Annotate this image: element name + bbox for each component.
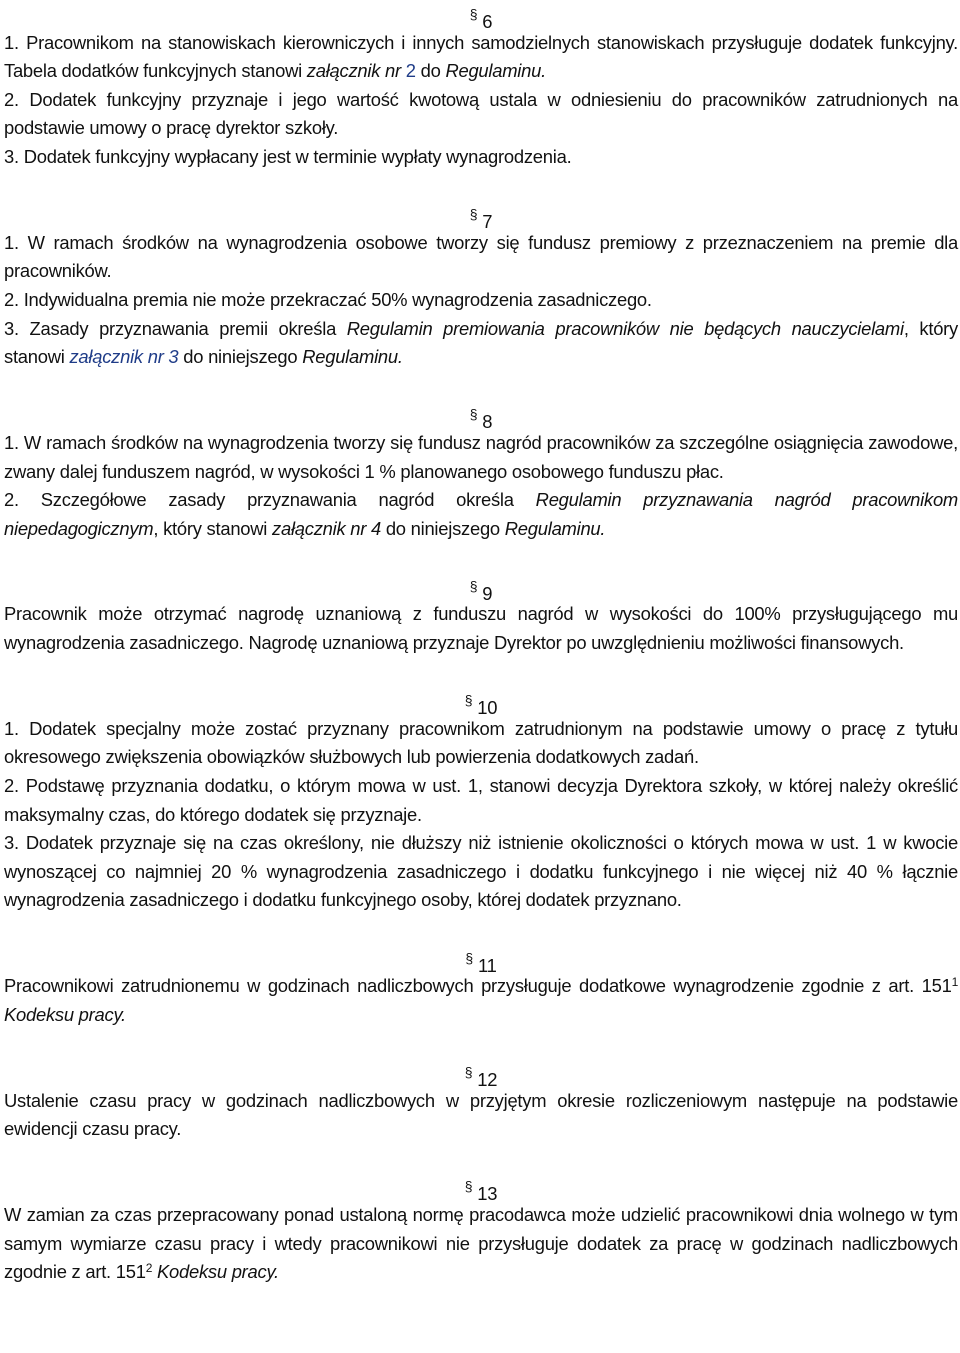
text-run: 3. Dodatek przyznaje się na czas określony, nie dłuższy niż istnienie okoliczności o których mowa w ust. 1 w kwocie wynoszącej co najmniej 20 % wynagrodzenia zasadniczego i dodatku funkcyjnego i nie więcej niż 40 % łącznie wynagrodzenia zasadniczego i dodatku funkcyjnego osoby, której dodatek przyznano.	[4, 832, 958, 911]
section-spacer	[4, 915, 958, 944]
text-run: , który stanowi	[153, 517, 273, 539]
section-symbol: §	[464, 692, 473, 709]
text-run: 1. W ramach środków na wynagrodzenia osobowe tworzy się fundusz premiowy z przeznaczeniem na premie dla pracowników.	[4, 231, 958, 282]
section-number: 9	[482, 582, 493, 604]
italic-text: załącznik nr 4	[272, 517, 381, 539]
italic-text: Regulaminu.	[445, 60, 546, 82]
section-symbol: §	[469, 577, 478, 594]
section-heading	[4, 1172, 958, 1205]
section-heading	[4, 400, 958, 433]
paragraph	[4, 86, 958, 143]
section-symbol: §	[465, 949, 473, 966]
section-symbol: §	[469, 6, 478, 22]
section-symbol: §	[464, 1063, 473, 1080]
text-run: Pracownik może otrzymać nagrodę uznaniową z funduszu nagród w wysokości do 100% przysługującego mu wynagrodzenia zasadniczego. Nagrodę uznaniową przyznaje Dyrektor po uwzględnieniu możliwości finansowych.	[4, 603, 958, 654]
text-run: 2. Podstawę przyznania dodatku, o którym mowa w ust. 1, stanowi decyzja Dyrektora szkoły, w której należy określić maksymalny czas, do którego dodatek się przyznaje.	[4, 775, 958, 825]
section-number: 8	[482, 411, 493, 433]
text-run: do	[415, 60, 446, 82]
text-run: 2	[405, 60, 416, 82]
text-run: 1. Pracownikom na stanowiskach kierowniczych i innych samodzielnych stanowiskach przysługuje dodatek funkcyjny. Tabela dodatków funkcyjnych stanowi	[4, 31, 958, 82]
superscript: 1	[951, 975, 958, 990]
paragraph	[4, 286, 958, 315]
paragraph	[4, 1087, 958, 1144]
section-number: 7	[482, 211, 493, 233]
italic-text: załącznik nr	[306, 60, 406, 82]
text-run: 2. Szczegółowe zasady przyznawania nagród określa	[4, 489, 536, 511]
section-spacer	[4, 372, 958, 401]
section-heading	[4, 944, 958, 976]
section-heading	[4, 0, 958, 32]
paragraph	[4, 715, 958, 772]
italic-text: Regulamin premiowania pracowników nie będących nauczycielami	[346, 317, 904, 339]
paragraph	[4, 429, 958, 486]
paragraph	[4, 972, 958, 1029]
paragraph	[4, 829, 958, 915]
section-spacer	[4, 172, 958, 201]
superscript: 2	[145, 1261, 153, 1276]
section-heading	[4, 200, 958, 233]
text-run: 1. W ramach środków na wynagrodzenia tworzy się fundusz nagród pracowników za szczególne osiągnięcia zawodowe, zwany dalej funduszem nagród, w wysokości 1 % planowanego osobowego funduszu płac.	[4, 431, 958, 482]
section-number: 6	[482, 11, 493, 32]
section-heading	[4, 1058, 958, 1090]
paragraph	[4, 772, 958, 829]
paragraph	[4, 229, 958, 286]
document-page	[4, 0, 958, 1287]
italic-text: załącznik nr 3	[69, 346, 179, 368]
section-symbol: §	[464, 1178, 473, 1195]
text-run: 1. Dodatek specjalny może zostać przyznany pracownikom zatrudnionym na podstawie umowy o pracę z tytułu okresowego zwiększenia obowiązków służbowych lub powierzenia dodatkowych zadań.	[4, 717, 958, 768]
text-run: W zamian za czas przepracowany ponad ustaloną normę pracodawca może udzielić pracownikowi dnia wolnego w tym samym wymiarze czasu pracy i wtedy pracownikowi nie przysługuje dodatek za pracę w godzinach nadliczbowych zgodnie z art. 151	[4, 1203, 958, 1283]
document-body	[4, 0, 958, 1287]
text-run: 3. Zasady przyznawania premii określa	[4, 317, 347, 339]
section-symbol: §	[469, 406, 478, 423]
section-spacer	[4, 543, 958, 572]
text-run: , który stanowi	[4, 317, 959, 368]
paragraph	[4, 486, 958, 543]
section-spacer	[4, 1029, 958, 1058]
paragraph	[4, 600, 958, 657]
paragraph	[4, 1201, 958, 1287]
paragraph	[4, 29, 958, 86]
text-run: do niniejszego	[380, 517, 505, 539]
italic-text: Kodeksu pracy.	[4, 1003, 126, 1025]
italic-text: Regulaminu.	[504, 517, 606, 539]
section-heading	[4, 572, 958, 604]
section-number: 11	[477, 954, 497, 976]
section-spacer	[4, 1144, 958, 1173]
section-spacer	[4, 658, 958, 687]
text-run: do niniejszego	[178, 346, 303, 368]
section-number: 12	[477, 1068, 498, 1090]
text-run: 2. Dodatek funkcyjny przyznaje i jego wartość kwotową ustala w odniesieniu do pracowników zatrudnionych na podstawie umowy o pracę dyrektor szkoły.	[4, 88, 958, 139]
italic-text: Regulamin przyznawania nagród pracownikom niepedagogicznym	[4, 489, 958, 539]
paragraph	[4, 315, 958, 372]
text-run: 2. Indywidualna premia nie może przekraczać 50% wynagrodzenia zasadniczego.	[4, 288, 652, 310]
text-run: 3. Dodatek funkcyjny wypłacany jest w terminie wypłaty wynagrodzenia.	[4, 145, 572, 167]
text-run: Pracownikowi zatrudnionemu w godzinach nadliczbowych przysługuje dodatkowe wynagrodzenie zgodnie z art. 151	[4, 975, 952, 997]
section-heading	[4, 686, 958, 719]
section-number: 13	[477, 1183, 498, 1205]
section-number: 10	[477, 697, 498, 719]
italic-text: Kodeksu pracy.	[157, 1261, 279, 1283]
paragraph	[4, 143, 958, 172]
section-symbol: §	[469, 206, 478, 223]
italic-text: Regulaminu.	[302, 346, 403, 368]
text-run: Ustalenie czasu pracy w godzinach nadliczbowych w przyjętym okresie rozliczeniowym następuje na podstawie ewidencji czasu pracy.	[4, 1089, 958, 1140]
